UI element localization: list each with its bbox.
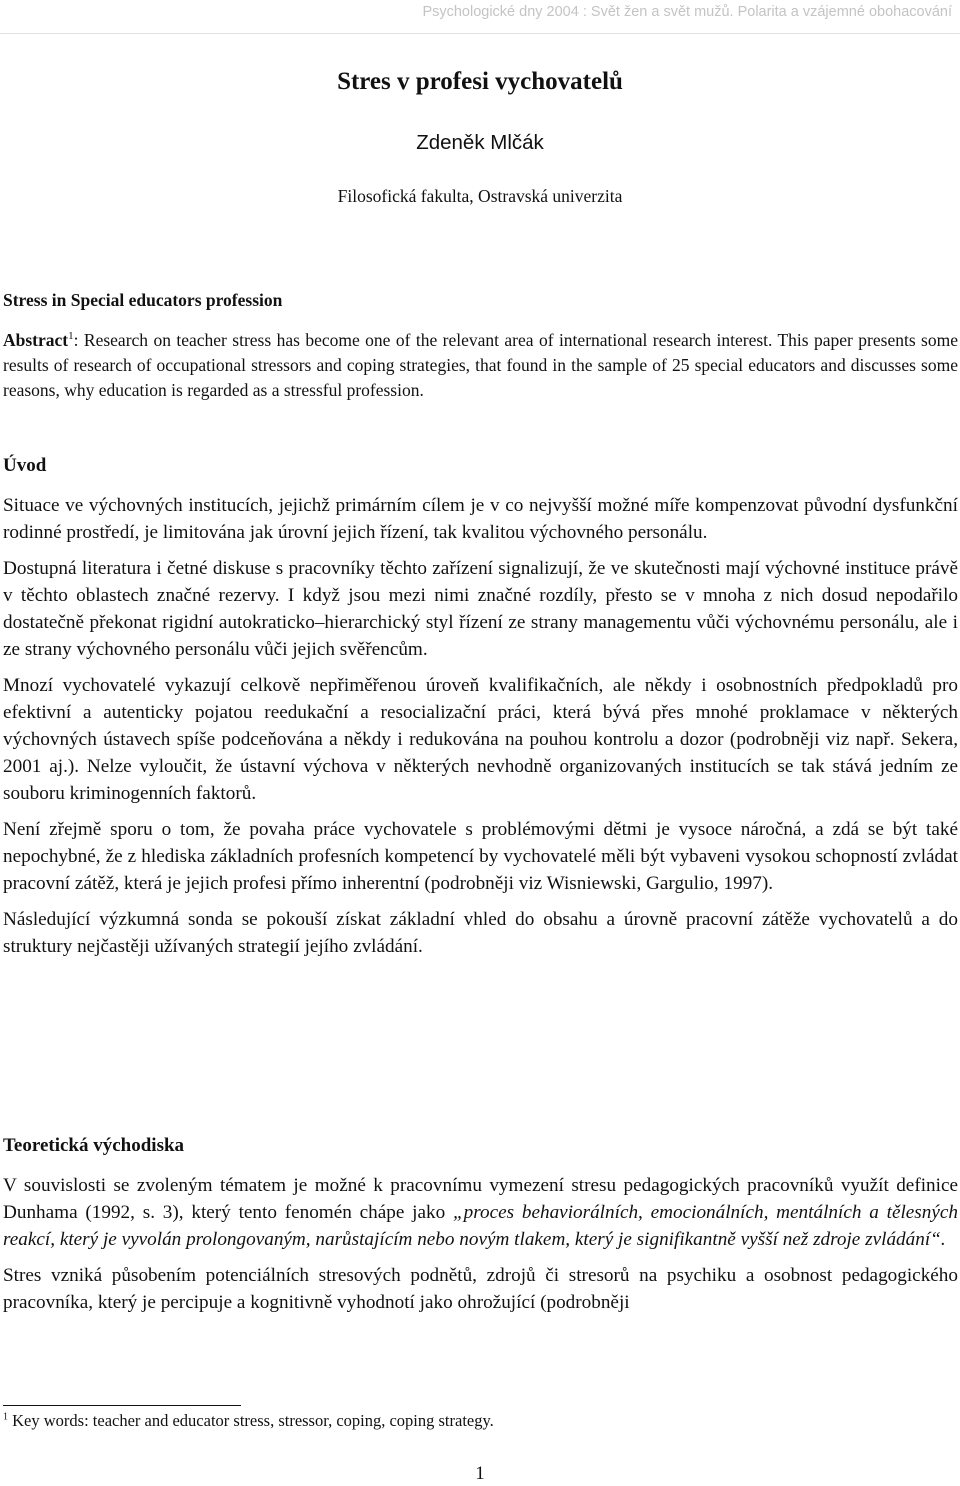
header-rule [0, 33, 960, 34]
section-heading-teoreticka: Teoretická východiska [3, 1135, 185, 1156]
abstract-footnote-mark: 1 [68, 330, 74, 342]
author-name: Zdeněk Mlčák [416, 131, 544, 154]
abstract-text: : Research on teacher stress has become one of the relevant area of international research interest. This paper presents some results of research of occupational stressors and coping strategies, that found in the sample of 25 special educators and discusses some reasons, why education is regarded as a stressful profession. [3, 329, 958, 400]
abstract-label: Abstract [3, 329, 69, 350]
paragraph: Následující výzkumná sonda se pokouší získat základní vhled do obsahu a úrovně pracovní zátěže vychovatelů a do struktury nejčastěji užívaných strategií jejího zvládání. [3, 909, 958, 957]
section-body-uvod [3, 492, 958, 969]
page-number: 1 [475, 1463, 485, 1484]
footnote-rule [3, 1405, 241, 1406]
definition-quote: „proces behaviorálních, emocionálních, mentálních a tělesných reakcí, který je vyvolán prolongovaným, narůstajícím nebo novým tlakem, který je signifikantně vyšší než zdroje zvládání“. [3, 1202, 958, 1250]
paragraph: Mnozí vychovatelé vykazují celkově nepřiměřenou úroveň kvalifikačních, ale někdy i osobnostních předpokladů pro efektivní a autenticky pojatou reedukační a resocializační práci, která bývá přes mnohé proklamace v některých výchovných ústavech spíše podceňována a někdy i redukována na pouhou kontrolu a dozor (podrobněji viz např. Sekera, 2001 aj.). Nelze vyloučit, že ústavní výchova v některých nevhodně organizovaných institucích se tak stává jedním ze souboru kriminogenních faktorů. [3, 675, 958, 804]
paragraph: Situace ve výchovných institucích, jejichž primárním cílem je v co nejvyšší možné míře kompenzovat původní dysfunkční rodinné prostředí, je limitována jak úrovní jejich řízení, tak kvalitou výchovného personálu. [3, 495, 958, 543]
footnote-text: Key words: teacher and educator stress, stressor, coping, coping strategy. [8, 1411, 494, 1430]
affiliation: Filosofická fakulta, Ostravská univerzita [337, 186, 623, 206]
section-heading-uvod: Úvod [3, 455, 47, 476]
footnote [3, 1411, 494, 1431]
paper-title: Stres v profesi vychovatelů [337, 68, 623, 95]
running-head: Psychologické dny 2004 : Svět žen a svět mužů. Polarita a vzájemné obohacování [422, 4, 952, 20]
paragraph: Dostupná literatura i četné diskuse s pracovníky těchto zařízení signalizují, že ve skutečnosti mají výchovné instituce právě v těchto oblastech značné rezervy. I když jsou mezi nimi značné rozdíly, přesto se v mnoha z nich dosud nepodařilo dostatečně překonat rigidní autokraticko–hierarchický styl řízení ze strany managementu vůči výchovnému personálu, ale i ze strany výchovného personálu vůči jejich svěřencům. [3, 558, 958, 660]
abstract [3, 324, 958, 403]
section-body-teoreticka [3, 1172, 958, 1325]
footnote-mark: 1 [3, 1411, 8, 1423]
english-title: Stress in Special educators profession [3, 290, 283, 310]
paragraph: Není zřejmě sporu o tom, že povaha práce vychovatele s problémovými dětmi je vysoce náročná, a zdá se být také nepochybné, že z hlediska základních profesních kompetencí by vychovatelé měli být vybaveni vysokou schopností zvládat pracovní zátěž, která je jejich profesi přímo inherentní (podrobněji viz Wisniewski, Gargulio, 1997). [3, 819, 958, 894]
paragraph-text: V souvislosti se zvoleným tématem je možné k pracovnímu vymezení stresu pedagogických pracovníků využít definice Dunhama (1992, s. 3), který tento fenomén chápe jako [3, 1175, 958, 1223]
paragraph: Stres vzniká působením potenciálních stresových podnětů, zdrojů či stresorů na psychiku a osobnost pedagogického pracovníka, který je percipuje a kognitivně vyhodnotí jako ohrožující (podrobněji [3, 1265, 958, 1313]
paragraph [3, 1172, 958, 1253]
